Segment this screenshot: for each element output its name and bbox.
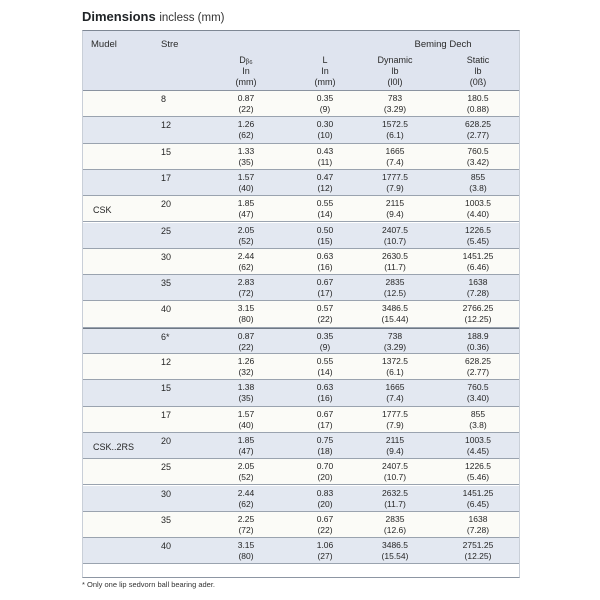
table-row — [83, 407, 519, 433]
row-static-lb: 188.9 — [467, 330, 489, 341]
row-dynamic-kn: (9.4) — [386, 445, 404, 456]
header-l-symbol: L — [322, 55, 328, 65]
row-d-mm: (52) — [238, 235, 254, 246]
row-l-in: 0.55 — [316, 198, 334, 209]
row-dynamic-lb: 1665 — [385, 145, 405, 156]
row-dynamic-kn: (7.4) — [386, 156, 404, 167]
row-static-lb: 1451.25 — [462, 487, 494, 498]
header-dynamic-kn: (l0l) — [387, 77, 403, 87]
header-l-unit: In — [321, 66, 329, 76]
row-size: 17 — [161, 172, 172, 183]
row-static — [448, 514, 508, 536]
row-size: 8 — [161, 94, 167, 104]
row-dynamic-kn: (3.29) — [383, 341, 407, 352]
row-l-mm: (15) — [317, 235, 333, 246]
row-static-lb: 628.25 — [465, 356, 491, 366]
row-static — [448, 172, 508, 194]
model-label: CSK — [93, 205, 112, 216]
row-static — [448, 251, 508, 273]
row-dynamic-kn: (15.54) — [381, 551, 409, 562]
header-l — [295, 55, 355, 88]
row-d — [216, 409, 276, 431]
row-dynamic-lb: 3486.5 — [382, 540, 408, 551]
row-d-mm: (35) — [238, 156, 254, 167]
row-l-in: 0.75 — [316, 434, 334, 445]
row-size: 12 — [161, 120, 172, 131]
row-dynamic — [365, 409, 425, 431]
row-dynamic-kn: (7.9) — [386, 419, 404, 430]
row-static-lb: 1226.5 — [465, 224, 491, 235]
row-static-kn: (6.45) — [466, 498, 490, 509]
row-d-in: 1.85 — [237, 434, 255, 445]
row-l — [295, 119, 355, 141]
model-label: CSK..2RS — [93, 441, 135, 452]
table-row — [83, 380, 519, 406]
row-static-lb: 760.5 — [467, 145, 489, 156]
row-dynamic — [365, 514, 425, 536]
row-l-in: 0.67 — [316, 408, 334, 419]
row-static-kn: (0.88) — [466, 104, 490, 114]
row-static-kn: (3.42) — [466, 156, 490, 167]
header-size: Stre — [161, 39, 179, 50]
row-dynamic-kn: (7.9) — [386, 182, 404, 193]
row-d-mm: (32) — [238, 367, 254, 377]
row-dynamic-kn: (3.29) — [383, 104, 407, 114]
table-row — [83, 354, 519, 380]
row-size: 17 — [161, 409, 172, 420]
row-d-mm: (40) — [238, 419, 254, 430]
row-size: 20 — [161, 199, 172, 210]
row-size: 30 — [161, 488, 172, 499]
row-d-mm: (72) — [238, 288, 254, 299]
row-d — [216, 540, 276, 562]
row-d-mm: (22) — [238, 104, 254, 114]
row-l-mm: (16) — [317, 393, 333, 404]
table-row — [83, 91, 519, 117]
row-l-mm: (18) — [317, 445, 333, 456]
row-d-in: 2.44 — [237, 487, 255, 498]
table-row — [83, 275, 519, 301]
row-static-lb: 2766.25 — [462, 303, 494, 314]
title-main: Dimensions — [82, 9, 156, 24]
row-l-in: 0.63 — [316, 250, 334, 261]
row-l-in: 0.47 — [316, 171, 334, 182]
row-static-lb: 855 — [470, 171, 486, 182]
table-header — [83, 31, 519, 91]
page-title — [82, 9, 224, 24]
row-static — [448, 303, 508, 325]
row-dynamic — [365, 303, 425, 325]
row-dynamic — [365, 172, 425, 194]
row-d-in: 2.05 — [237, 224, 255, 235]
row-d-in: 2.05 — [237, 461, 255, 472]
row-static-kn: (0.36) — [466, 341, 490, 352]
row-d-mm: (62) — [238, 498, 254, 509]
row-static-lb: 1003.5 — [465, 198, 491, 209]
row-l-mm: (14) — [317, 367, 333, 377]
row-l-in: 0.70 — [316, 461, 334, 472]
row-l-mm: (22) — [317, 314, 333, 325]
row-l-mm: (22) — [317, 524, 333, 535]
row-static-kn: (12.25) — [464, 314, 492, 325]
row-static — [448, 146, 508, 168]
row-dynamic-kn: (12.5) — [383, 288, 407, 299]
row-static-kn: (4.45) — [466, 445, 490, 456]
row-dynamic-kn: (6.1) — [386, 367, 404, 377]
row-d — [216, 303, 276, 325]
row-l-mm: (17) — [317, 288, 333, 299]
row-l — [295, 540, 355, 562]
row-d-in: 0.87 — [237, 93, 255, 103]
row-l — [295, 303, 355, 325]
row-static-lb: 760.5 — [467, 382, 489, 393]
row-size: 25 — [161, 225, 172, 236]
row-dynamic-lb: 783 — [387, 93, 403, 103]
row-l-in: 0.83 — [316, 487, 334, 498]
row-l-mm: (20) — [317, 498, 333, 509]
row-l-mm: (16) — [317, 261, 333, 272]
row-static — [448, 461, 508, 483]
row-dynamic — [365, 119, 425, 141]
row-size: 15 — [161, 383, 172, 394]
dimensions-table — [82, 30, 520, 578]
row-d-in: 1.26 — [237, 119, 255, 130]
row-dynamic — [365, 540, 425, 562]
row-l-in: 0.67 — [316, 513, 334, 524]
row-dynamic-lb: 2630.5 — [382, 250, 408, 261]
row-dynamic — [365, 198, 425, 220]
table-row — [83, 196, 519, 222]
header-dynamic-label: Dynamic — [377, 55, 413, 65]
row-static-kn: (4.40) — [466, 209, 490, 220]
row-static-kn: (6.46) — [466, 261, 490, 272]
row-l-mm: (14) — [317, 209, 333, 220]
row-l-mm: (11) — [317, 156, 333, 167]
row-static-kn: (3.40) — [466, 393, 490, 404]
row-static-lb: 180.5 — [467, 93, 489, 103]
row-static-lb: 1638 — [468, 277, 488, 288]
row-static — [448, 382, 508, 404]
row-dynamic-lb: 2835 — [385, 513, 405, 524]
row-static-lb: 855 — [470, 408, 486, 419]
table-row — [83, 301, 519, 327]
row-l-in: 0.67 — [316, 277, 334, 288]
row-static-lb: 1003.5 — [465, 434, 491, 445]
row-l-in: 0.57 — [316, 303, 334, 314]
row-static-lb: 1451.25 — [462, 250, 494, 261]
row-l — [295, 356, 355, 378]
table-row — [83, 249, 519, 275]
row-static — [448, 277, 508, 299]
table-row — [83, 459, 519, 485]
header-static-label: Static — [466, 55, 490, 65]
row-l-mm: (20) — [317, 472, 333, 483]
row-dynamic-kn: (11.7) — [384, 261, 406, 272]
row-d-in: 2.25 — [237, 513, 255, 524]
header-d-mm: (mm) — [235, 77, 257, 87]
row-static — [448, 225, 508, 247]
row-dynamic-kn: (11.7) — [384, 498, 406, 509]
row-dynamic-lb: 1665 — [385, 382, 405, 393]
row-dynamic-kn: (12.6) — [383, 524, 407, 535]
row-d-in: 2.44 — [237, 250, 255, 261]
row-dynamic-lb: 1372.5 — [382, 356, 408, 366]
footnote: * Only one lip sedvorn ball bearing ader. — [82, 580, 216, 589]
row-size: 40 — [161, 541, 172, 552]
row-dynamic — [365, 225, 425, 247]
row-dynamic — [365, 331, 425, 353]
header-model: Mudel — [91, 39, 117, 50]
row-dynamic-lb: 3486.5 — [382, 303, 408, 314]
row-size: 35 — [161, 514, 172, 525]
row-l-mm: (17) — [317, 419, 333, 430]
row-dynamic-kn: (9.4) — [386, 209, 404, 220]
row-d-in: 1.33 — [237, 145, 255, 156]
header-static-kn: (0ß) — [469, 77, 487, 87]
row-static-lb: 628.25 — [465, 119, 491, 130]
header-dynamic-unit: lb — [391, 66, 399, 76]
row-l-in: 0.55 — [316, 356, 334, 366]
table-row — [83, 433, 519, 459]
row-l — [295, 514, 355, 536]
row-d-in: 0.87 — [237, 330, 255, 341]
row-dynamic-kn: (10.7) — [383, 235, 407, 246]
row-l-in: 0.35 — [316, 93, 334, 103]
row-d — [216, 331, 276, 353]
table-row — [83, 328, 519, 354]
row-d-in: 1.57 — [237, 171, 255, 182]
row-d-mm: (62) — [238, 130, 254, 141]
row-dynamic-kn: (10.7) — [383, 472, 407, 483]
row-d — [216, 488, 276, 510]
row-l — [295, 146, 355, 168]
row-d — [216, 461, 276, 483]
row-d-mm: (72) — [238, 524, 254, 535]
row-dynamic-kn: (7.4) — [386, 393, 404, 404]
row-dynamic-lb: 1777.5 — [382, 408, 408, 419]
row-static — [448, 409, 508, 431]
row-d-mm: (62) — [238, 261, 254, 272]
row-dynamic-lb: 1777.5 — [382, 171, 408, 182]
row-d-in: 2.83 — [237, 277, 255, 288]
row-dynamic — [365, 382, 425, 404]
row-static-lb: 2751.25 — [462, 540, 494, 551]
row-static — [448, 198, 508, 220]
row-dynamic — [365, 461, 425, 483]
row-l — [295, 382, 355, 404]
table-row — [83, 486, 519, 512]
row-d — [216, 514, 276, 536]
row-dynamic-kn: (6.1) — [386, 130, 404, 141]
row-size: 25 — [161, 462, 172, 473]
row-static — [448, 488, 508, 510]
row-static-kn: (7.28) — [466, 288, 490, 299]
row-dynamic — [365, 435, 425, 457]
row-static — [448, 356, 508, 378]
row-d-mm: (80) — [238, 314, 254, 325]
row-d-mm: (40) — [238, 182, 254, 193]
row-d — [216, 356, 276, 378]
row-static-lb: 1638 — [468, 513, 488, 524]
row-l-in: 1.06 — [316, 540, 334, 551]
row-size: 35 — [161, 278, 172, 289]
table-row — [83, 512, 519, 538]
row-static — [448, 435, 508, 457]
table-row — [83, 538, 519, 564]
row-dynamic-lb: 2407.5 — [382, 224, 408, 235]
header-d-symbol: Dᵦ₆ — [239, 55, 253, 65]
row-d-in: 3.15 — [237, 540, 255, 551]
header-dynamic — [365, 55, 425, 88]
row-l-in: 0.30 — [316, 119, 334, 130]
row-static-kn: (2.77) — [466, 130, 490, 141]
row-static — [448, 331, 508, 353]
row-dynamic — [365, 277, 425, 299]
row-l — [295, 225, 355, 247]
row-static-kn: (2.77) — [466, 367, 490, 377]
row-l — [295, 251, 355, 273]
header-d — [216, 55, 276, 88]
row-l — [295, 461, 355, 483]
header-static-unit: lb — [474, 66, 482, 76]
row-l — [295, 488, 355, 510]
row-d — [216, 435, 276, 457]
row-dynamic — [365, 356, 425, 378]
row-d — [216, 225, 276, 247]
row-d — [216, 119, 276, 141]
row-d — [216, 198, 276, 220]
row-size: 15 — [161, 146, 172, 157]
header-d-unit: In — [242, 66, 250, 76]
row-dynamic-lb: 2632.5 — [382, 487, 408, 498]
row-static-kn: (12.25) — [464, 551, 492, 562]
row-l — [295, 435, 355, 457]
row-size: 40 — [161, 304, 172, 315]
row-dynamic-lb: 2407.5 — [382, 461, 408, 472]
row-dynamic — [365, 251, 425, 273]
row-d-in: 1.26 — [237, 356, 255, 366]
row-size: 6* — [161, 331, 170, 342]
row-dynamic — [365, 488, 425, 510]
row-d — [216, 146, 276, 168]
row-d — [216, 93, 276, 115]
row-d — [216, 251, 276, 273]
row-l-in: 0.50 — [316, 224, 334, 235]
row-d-mm: (80) — [238, 551, 254, 562]
row-dynamic-lb: 2115 — [385, 198, 405, 209]
row-size: 12 — [161, 357, 172, 367]
row-d — [216, 172, 276, 194]
row-static-kn: (5.46) — [466, 472, 490, 483]
row-size: 30 — [161, 251, 172, 262]
row-static — [448, 540, 508, 562]
row-dynamic-lb: 738 — [387, 330, 403, 341]
row-d-mm: (52) — [238, 472, 254, 483]
row-l — [295, 172, 355, 194]
row-d — [216, 277, 276, 299]
row-l — [295, 331, 355, 353]
row-static-kn: (3.8) — [469, 419, 487, 430]
row-d-in: 1.85 — [237, 198, 255, 209]
table-row — [83, 144, 519, 170]
table-row — [83, 223, 519, 249]
row-l-mm: (9) — [319, 104, 331, 114]
row-dynamic — [365, 93, 425, 115]
row-l-in: 0.63 — [316, 382, 334, 393]
table-row — [83, 170, 519, 196]
row-dynamic-lb: 2115 — [385, 434, 405, 445]
row-l-mm: (12) — [317, 182, 333, 193]
row-static-kn: (7.28) — [466, 524, 490, 535]
row-dynamic-lb: 2835 — [385, 277, 405, 288]
row-dynamic-kn: (15.44) — [381, 314, 409, 325]
row-d-in: 3.15 — [237, 303, 255, 314]
table-row — [83, 117, 519, 143]
header-l-mm: (mm) — [314, 77, 336, 87]
row-d-in: 1.38 — [237, 382, 255, 393]
row-l — [295, 277, 355, 299]
row-l-mm: (27) — [317, 551, 333, 562]
row-size: 20 — [161, 435, 172, 446]
row-d-mm: (47) — [238, 445, 254, 456]
row-l-mm: (9) — [319, 341, 331, 352]
row-static-kn: (5.45) — [466, 235, 490, 246]
title-units: incless (mm) — [159, 12, 225, 24]
row-static — [448, 93, 508, 115]
row-l-mm: (10) — [317, 130, 333, 141]
row-d-mm: (35) — [238, 393, 254, 404]
row-d — [216, 382, 276, 404]
row-d-mm: (22) — [238, 341, 254, 352]
row-dynamic-lb: 1572.5 — [382, 119, 408, 130]
row-dynamic — [365, 146, 425, 168]
row-l-in: 0.43 — [316, 145, 334, 156]
row-static — [448, 119, 508, 141]
header-bearing: Beming Dech — [414, 39, 472, 50]
row-l — [295, 198, 355, 220]
header-static — [448, 55, 508, 88]
row-static-kn: (3.8) — [469, 182, 487, 193]
row-l — [295, 93, 355, 115]
row-d-mm: (47) — [238, 209, 254, 220]
row-static-lb: 1226.5 — [465, 461, 491, 472]
row-l — [295, 409, 355, 431]
row-l-in: 0.35 — [316, 330, 334, 341]
row-d-in: 1.57 — [237, 408, 255, 419]
